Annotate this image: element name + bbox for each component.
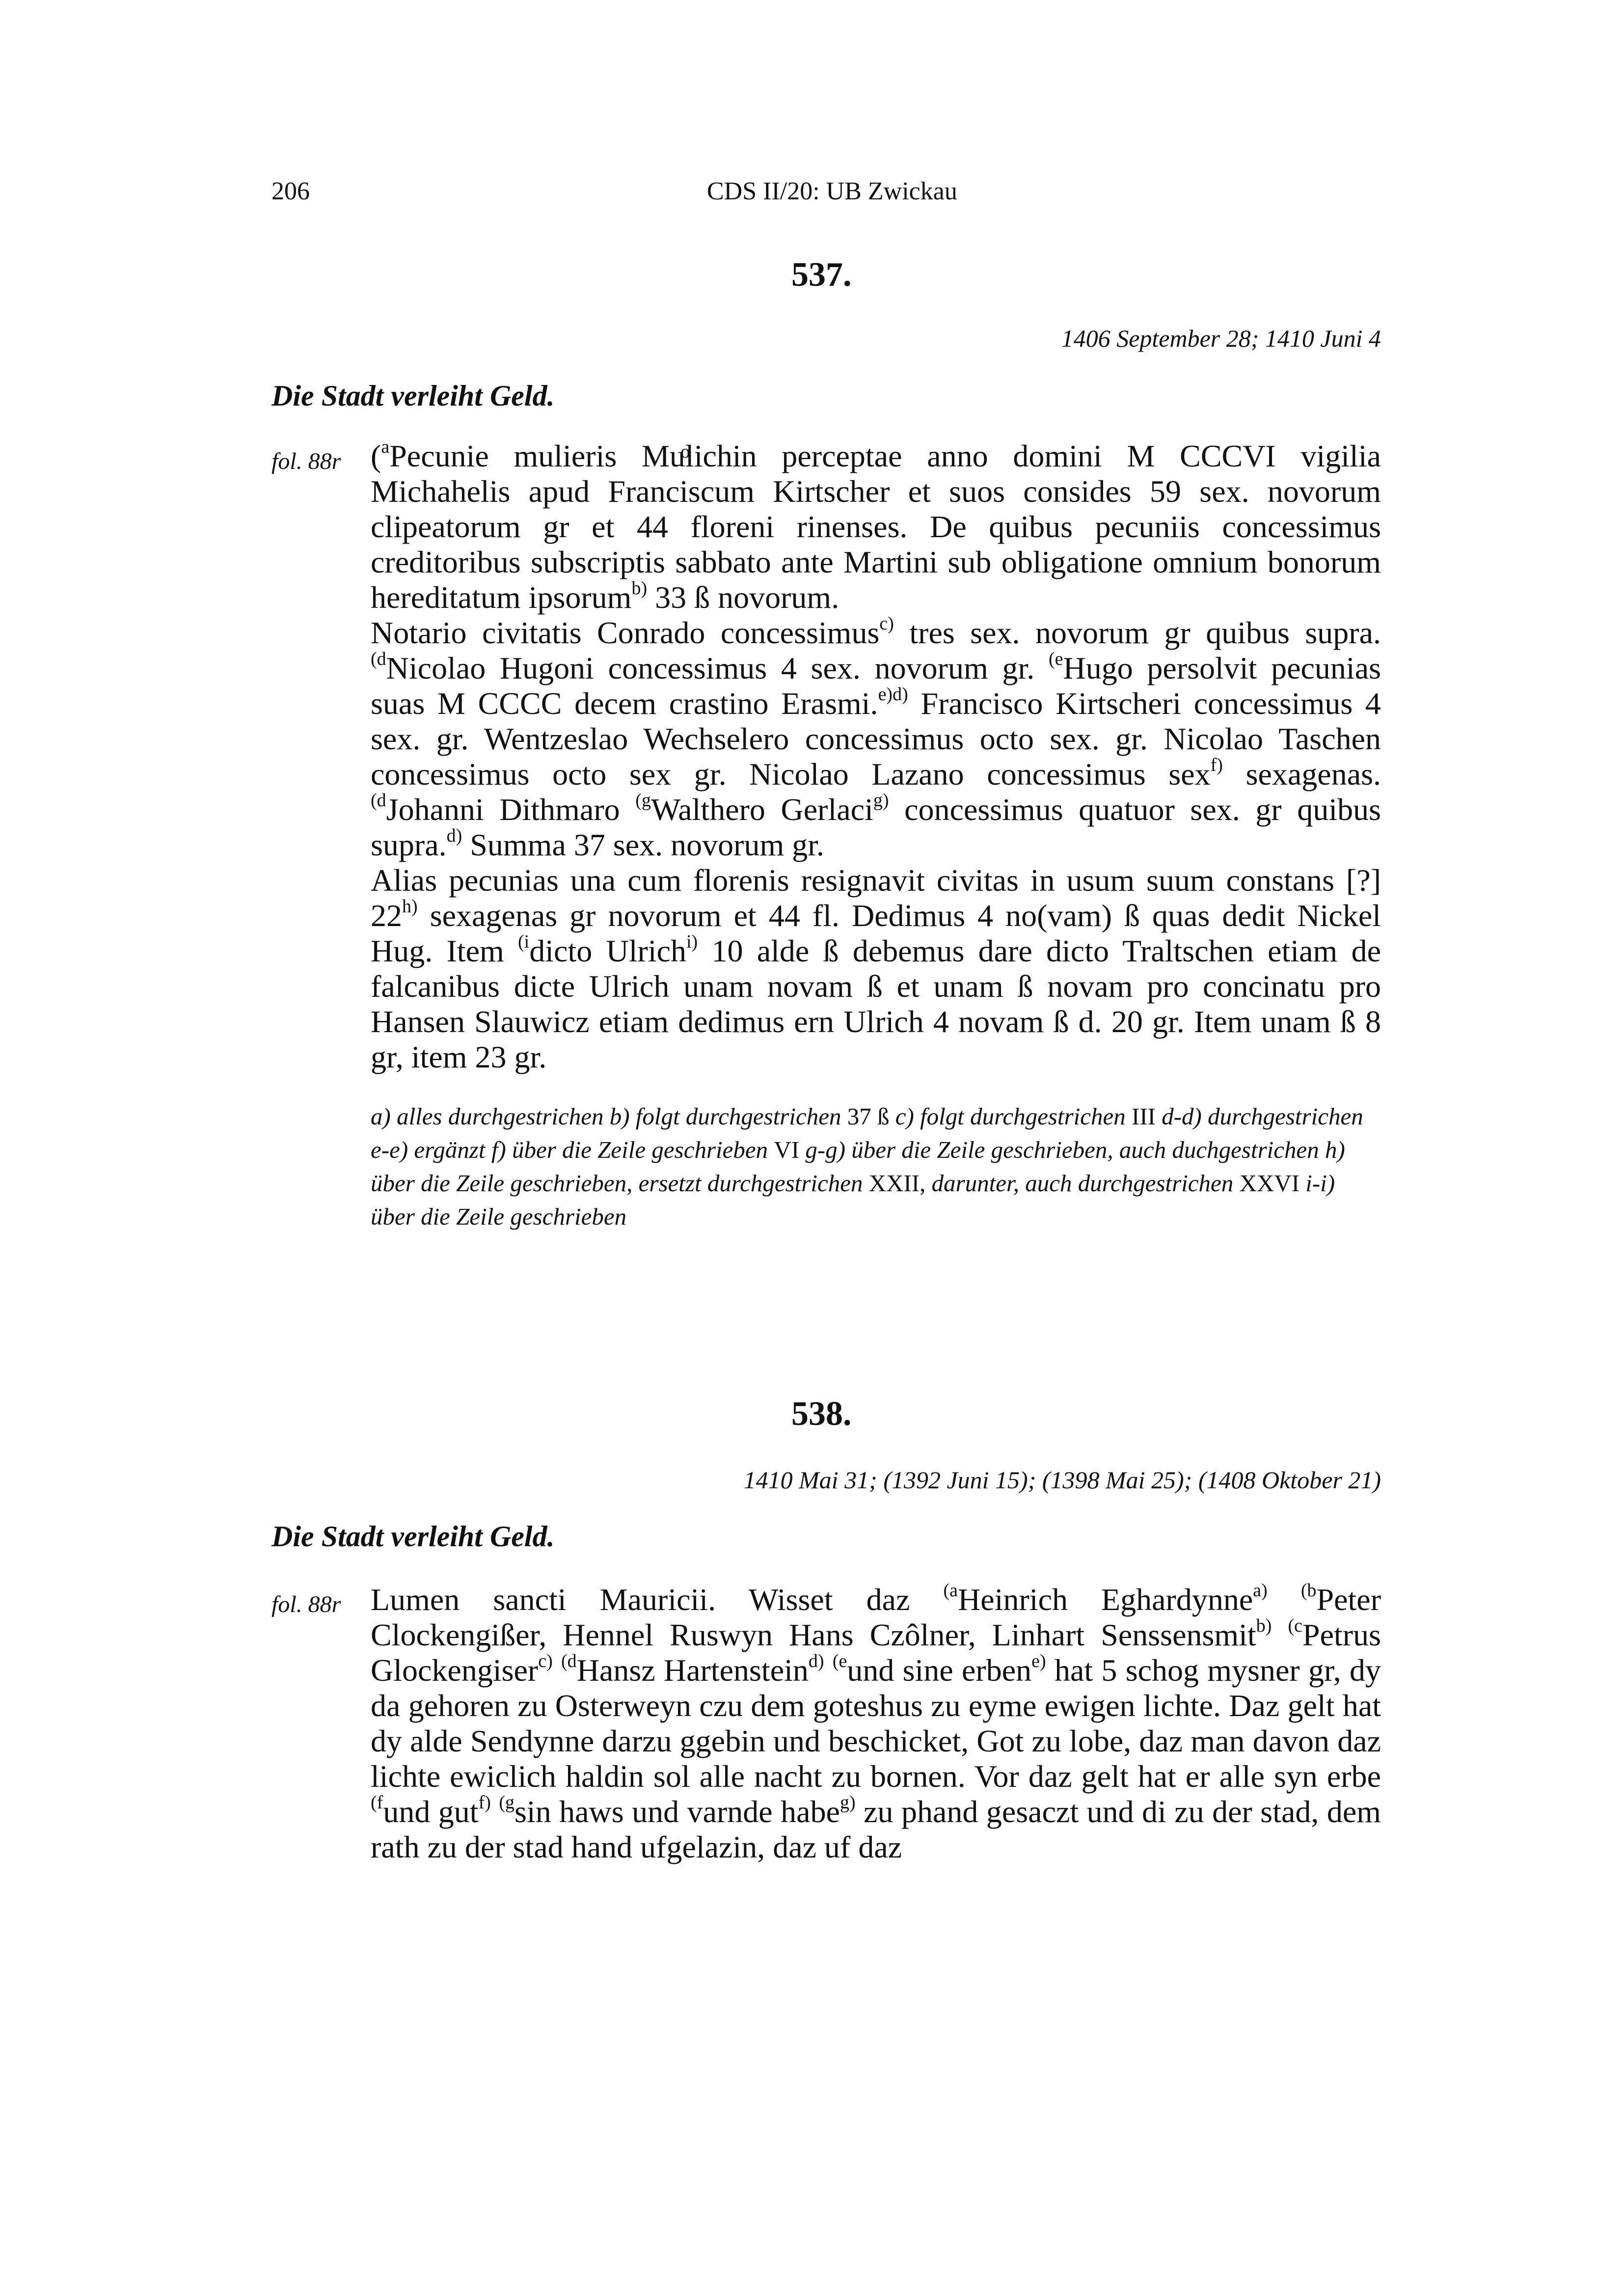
text-span: Peter Clockengißer, Hennel Ruswyn Hans Czôlner, Linhart Senssensmit: [371, 1582, 1381, 1652]
note-text: XXVI: [1239, 1170, 1300, 1197]
text-span: Heinrich Eghardynne: [958, 1582, 1253, 1617]
footnote-marker: c): [538, 1650, 553, 1671]
entry-number-538: 538.: [791, 1395, 852, 1433]
note-text: g-g) über die Zeile geschrieben, auch duchgestrichen h) über die Zeile geschrieben, ersetzt durchgestrichen: [371, 1136, 1345, 1197]
entry-title-538: Die Stadt verleiht Geld.: [271, 1520, 555, 1553]
entry-text-538: [371, 1582, 1381, 1865]
text-span: Hansz Hartenstein: [576, 1653, 809, 1688]
text-span: Notario civitatis Conrado concessimus: [371, 615, 880, 650]
paragraph: [371, 863, 1381, 1075]
footnotes-537: [371, 1100, 1372, 1233]
text-span: Hugo persolvit pecunias suas M CCCC decem crastino Erasmi.: [371, 651, 1381, 721]
footnote-marker: (i: [518, 931, 530, 952]
footnote-marker: c): [879, 613, 894, 634]
text-span: zu phand gesaczt und di zu der stad, dem rath zu der stad hand ufgelazin, daz uf daz: [371, 1794, 1381, 1864]
footnote-marker: a: [381, 436, 390, 457]
note-text: VI: [774, 1136, 800, 1163]
footnote-marker: (g: [635, 790, 651, 811]
text-span: Petrus Glockengiser: [371, 1617, 1381, 1688]
footnote-marker: i): [686, 931, 698, 952]
footnote-marker: b): [1256, 1615, 1272, 1636]
text-span: (: [371, 438, 381, 473]
text-span: sexagenas gr novorum et 44 fl. Dedimus 4 no(vam) ß quas dedit Nickel Hug. Item: [371, 898, 1381, 968]
footnote-marker: g): [873, 790, 889, 811]
text-span: Summa 37 sex. novorum gr.: [462, 827, 825, 862]
text-span: Pecunie mulieris Muͦlichin perceptae anno domini M CCCVI vigilia Michahelis apud Franciscum Kirtscher et suos consides 59 sex. novorum clipeatorum gr et 44 floreni rinenses. De quibus pecuniis concessimus creditoribus subscriptis sabbato ante Martini sub obligatione omnium bonorum hereditatum ipsorum: [371, 438, 1381, 615]
text-span: hat 5 schog mysner gr, dy da gehoren zu Osterweyn czu dem goteshus zu eyme ewigen lichte. Daz gelt hat dy alde Sendynne darzu ggebin und beschicket, Got zu lobe, daz man davon daz lichte ewiclich haldin sol alle nacht zu bornen. Vor daz gelt hat er alle syn erbe: [371, 1653, 1381, 1794]
footnote-marker: f): [1210, 754, 1223, 775]
footnote-marker: (a: [943, 1580, 958, 1601]
paragraph: [371, 615, 1381, 863]
text-span: Nicolao Hugoni concessimus 4 sex. novorum gr.: [386, 651, 1049, 685]
folio-537: fol. 88r: [271, 448, 341, 474]
footnote-marker: g): [839, 1792, 856, 1813]
footnote-marker: (e: [832, 1650, 847, 1671]
note-text: i-i) über die Zeile geschrieben: [371, 1170, 1335, 1230]
footnote-marker: (g: [499, 1792, 514, 1813]
footnote-marker: (e: [1048, 648, 1063, 669]
text-span: Walthero Gerlaci: [650, 792, 873, 827]
text-span: [824, 1653, 833, 1688]
text-span: Francisco Kirtscheri concessimus 4 sex. gr. Wentzeslao Wechselero concessimus octo sex. gr. Nicolao Taschen concessimus octo sex gr. Nicolao Lazano concessimus sex: [371, 686, 1381, 792]
note-text: 37 ß: [847, 1103, 890, 1130]
footnote-marker: (d: [371, 790, 386, 811]
text-span: Johanni Dithmaro: [386, 792, 636, 827]
text-span: concessimus quatuor sex. gr quibus supra.: [371, 792, 1381, 862]
entry-number-537: 537.: [791, 256, 852, 294]
text-span: Alias pecunias una cum florenis resignavit civitas in usum suum constans [?] 22: [371, 863, 1381, 933]
note-text: darunter, auch durchgestrichen: [925, 1170, 1240, 1197]
footnote-marker: f): [478, 1792, 491, 1813]
footnote-marker: (b: [1300, 1580, 1317, 1601]
text-span: dicto Ulrich: [529, 933, 686, 968]
text-span: 33 ß novorum.: [647, 580, 839, 615]
text-span: [491, 1794, 499, 1829]
entry-text-537: [371, 438, 1381, 1075]
text-span: und sine erben: [847, 1653, 1032, 1688]
text-span: sexagenas.: [1222, 757, 1381, 792]
note-text: XXII,: [868, 1170, 926, 1197]
text-span: [1271, 1617, 1288, 1652]
text-span: Lumen sancti Mauricii. Wisset daz: [371, 1582, 944, 1617]
footnote-marker: (d: [371, 648, 386, 669]
text-span: sin haws und varnde habe: [514, 1794, 840, 1829]
footnote-marker: e)d): [878, 683, 908, 705]
footnote-marker: d): [446, 825, 462, 846]
paragraph: [371, 438, 1381, 615]
note-text: d-d) durchgestrichen e-e) ergänzt f) über die Zeile geschrieben: [371, 1103, 1363, 1163]
entry-date-538: 1410 Mai 31; (1392 Juni 15); (1398 Mai 25); (1408 Oktober 21): [743, 1466, 1381, 1494]
footnote-marker: e): [1031, 1650, 1046, 1671]
footnote-marker: (f: [371, 1792, 383, 1813]
note-text: III: [1132, 1103, 1156, 1130]
footnote-marker: (c: [1288, 1615, 1303, 1636]
note-text: c) folgt durchgestrichen: [889, 1103, 1132, 1130]
text-span: und gut: [383, 1794, 479, 1829]
entry-title-537: Die Stadt verleiht Geld.: [271, 380, 555, 412]
footnote-marker: b): [631, 577, 648, 599]
running-head: CDS II/20: UB Zwickau: [707, 177, 957, 205]
text-span: [553, 1653, 561, 1688]
footnote-marker: (d: [561, 1650, 577, 1671]
text-span: 10 alde ß debemus dare dicto Traltschen etiam de falcanibus dicte Ulrich unam novam ß et unam ß novam pro concinatu pro Hansen Slauwicz etiam dedimus ern Ulrich 4 novam ß d. 20 gr. Item unam ß 8 gr, item 23 gr.: [371, 933, 1381, 1074]
footnote-marker: d): [808, 1650, 824, 1671]
note-text: a) alles durchgestrichen b) folgt durchgestrichen: [371, 1103, 847, 1130]
footnote-marker: h): [402, 896, 418, 917]
text-span: [1268, 1582, 1301, 1617]
text-span: tres sex. novorum gr quibus supra.: [893, 615, 1381, 650]
footnote-marker: a): [1253, 1580, 1268, 1601]
entry-date-537: 1406 September 28; 1410 Juni 4: [1061, 325, 1381, 352]
paragraph: [371, 1582, 1381, 1865]
folio-538: fol. 88r: [271, 1591, 341, 1617]
page-number: 206: [271, 177, 310, 205]
